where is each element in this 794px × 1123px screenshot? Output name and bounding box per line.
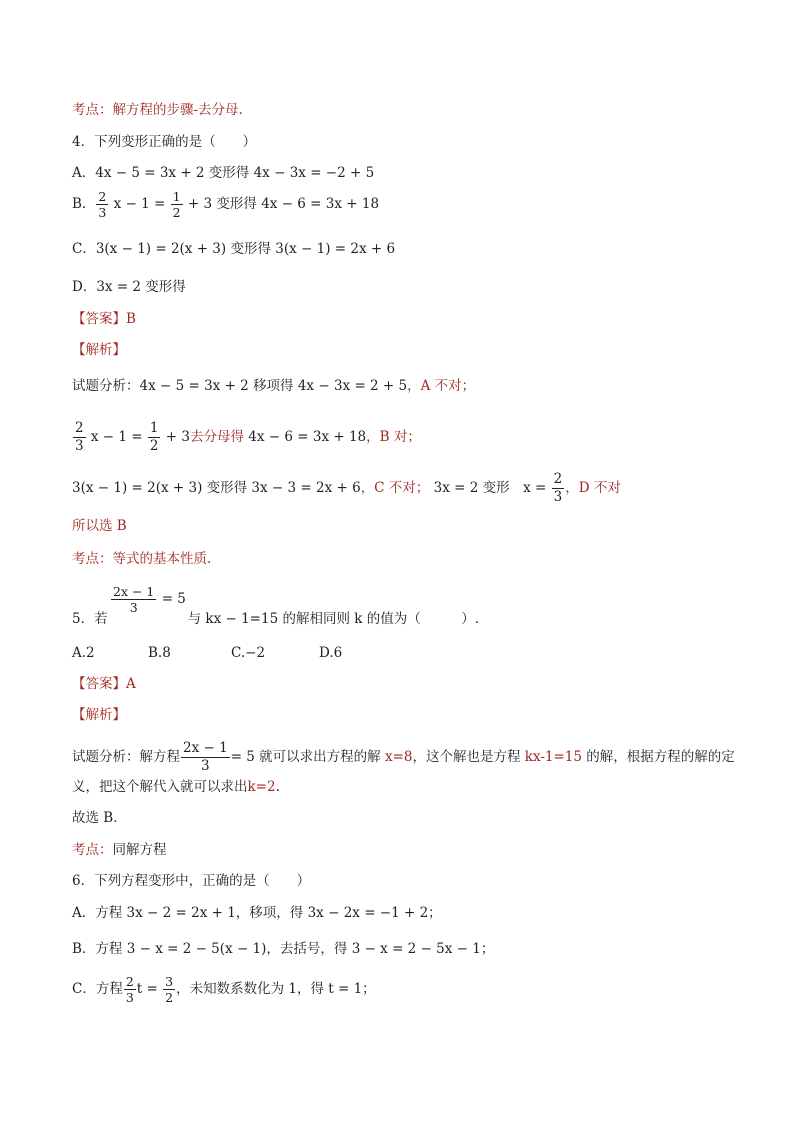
q5-options — [72, 644, 342, 662]
kaodian-text: 同解方程 — [112, 842, 167, 858]
an3-mid: 3x = 2 变形 x = — [433, 480, 547, 496]
q6-option-c — [72, 974, 376, 1005]
kaodian-1 — [72, 101, 243, 119]
q5-suffix: 与 kx − 1=15 的解相同则 k 的值为（ ）. — [187, 611, 479, 627]
denominator: 2 — [149, 438, 159, 454]
q5-prefix: 5．若 — [72, 611, 108, 627]
q5-option-d: D.6 — [319, 645, 343, 661]
numerator: 2 — [98, 189, 107, 204]
q4-analysis-3 — [72, 471, 621, 506]
kaodian-label: 考点： — [72, 102, 113, 118]
q4-option-d: D．3x = 2 变形得 — [72, 279, 186, 295]
q5-stem — [72, 610, 479, 628]
an3-verdict-c: ，C 不对； — [360, 480, 430, 496]
denominator: 3 — [553, 489, 563, 505]
an3-text: 3(x − 1) = 2(x + 3) 变形得 3x − 3 = 2x + 6 — [72, 480, 361, 496]
q4-b-mid: x − 1 = — [113, 196, 166, 212]
numerator: 2x − 1 — [183, 740, 228, 756]
q4-option-b — [72, 189, 379, 220]
q6-c-post: ，未知数系数化为 1，得 t = 1； — [176, 981, 376, 997]
numerator: 2x − 1 — [113, 584, 155, 599]
kaodian-text: 解方程的步骤-去分母. — [112, 102, 243, 118]
q5-an-equation: kx-1=15 — [524, 749, 582, 765]
q6-c-fraction-2 — [163, 974, 175, 1005]
q5-analysis-label: 【解析】 — [72, 707, 126, 723]
q5-option-c: C.−2 — [231, 645, 266, 661]
q4-b-post: + 3 变形得 4x − 6 = 3x + 18 — [187, 196, 380, 212]
an2-post: + 3 — [165, 429, 190, 445]
q5-an-fraction — [181, 740, 230, 775]
q5-analysis-2 — [72, 778, 280, 796]
an2-eq: 4x − 6 = 3x + 18 — [248, 429, 367, 445]
denominator: 2 — [165, 990, 174, 1005]
q6-c-fraction-1 — [124, 974, 136, 1005]
q6-c-t: t = — [136, 981, 158, 997]
an2-step: 去分母得 — [189, 429, 244, 445]
q6-option-b: B．方程 3 − x = 2 − 5(x − 1)，去括号，得 3 − x = 2 − 5x − 1； — [72, 941, 495, 957]
numerator: 1 — [172, 189, 181, 204]
an2-fraction-2 — [148, 420, 161, 455]
q5-an2-result: k=2 — [247, 779, 276, 795]
q5-an-pre: 试题分析：解方程 — [72, 749, 180, 765]
q4-analysis-2 — [72, 420, 421, 455]
denominator: 3 — [201, 758, 210, 774]
numerator: 2 — [75, 420, 84, 436]
q5-an2-pre: 义，把这个解代入就可以求出 — [72, 779, 248, 795]
an2-fraction-1 — [73, 420, 86, 455]
numerator: 1 — [149, 420, 159, 436]
q4-stem: 4．下列变形正确的是（ ） — [72, 134, 257, 150]
kaodian-3 — [72, 841, 167, 859]
q6-option-a: A．方程 3x − 2 = 2x + 1，移项，得 3x − 2x = −1 + 2； — [72, 905, 442, 921]
kaodian-text: 等式的基本性质. — [112, 551, 212, 567]
an3-fraction — [552, 471, 565, 506]
q4-b-fraction-1 — [96, 189, 108, 220]
q5-an-post: 的解，根据方程的解的定 — [586, 749, 735, 765]
denominator: 3 — [75, 438, 84, 454]
q5-an-mid: ，这个解也是方程 — [412, 749, 521, 765]
q5-analysis-1 — [72, 740, 735, 775]
q5-select: 故选 B． — [72, 810, 127, 826]
q6-stem: 6．下列方程变形中，正确的是（ ） — [72, 873, 311, 889]
numerator: 2 — [125, 974, 134, 989]
denominator: 3 — [98, 205, 107, 220]
analysis-verdict: ，A 不对； — [407, 378, 476, 394]
q5-option-a: A.2 — [72, 645, 95, 661]
q4-answer: 【答案】B — [72, 311, 136, 327]
q4-b-prefix: B． — [72, 196, 96, 212]
q5-answer: 【答案】A — [72, 676, 136, 692]
q5-an-eq: = 5 就可以求出方程的解 — [230, 749, 381, 765]
denominator: 3 — [129, 600, 138, 615]
q4-option-c: C．3(x − 1) = 2(x + 3) 变形得 3(x − 1) = 2x + 6 — [72, 241, 396, 257]
q4-analysis-1 — [72, 377, 475, 395]
kaodian-label: 考点： — [72, 842, 113, 858]
q5-an-solution: x=8 — [384, 749, 413, 765]
an2-verdict: ，B 对； — [366, 429, 421, 445]
q5-fraction-eq: = 5 — [161, 591, 186, 607]
kaodian-label: 考点： — [72, 551, 113, 567]
analysis-text: 试题分析：4x − 5 = 3x + 2 移项得 4x − 3x = 2 + 5 — [72, 378, 408, 394]
numerator: 3 — [165, 974, 174, 989]
q4-option-a: A．4x − 5 = 3x + 2 变形得 4x − 3x = −2 + 5 — [72, 165, 375, 181]
q5-an2-post: . — [275, 779, 280, 795]
an2-mid: x − 1 = — [90, 429, 143, 445]
denominator: 2 — [172, 205, 181, 220]
q4-select: 所以选 B — [72, 518, 127, 534]
an3-verdict-d: ，D 不对 — [565, 480, 621, 496]
numerator: 2 — [553, 471, 563, 487]
q5-option-b: B.8 — [148, 645, 171, 661]
q4-analysis-label: 【解析】 — [72, 342, 126, 358]
denominator: 3 — [125, 990, 134, 1005]
kaodian-2 — [72, 550, 211, 568]
q4-b-fraction-2 — [171, 189, 183, 220]
q6-c-pre: C．方程 — [72, 981, 123, 997]
